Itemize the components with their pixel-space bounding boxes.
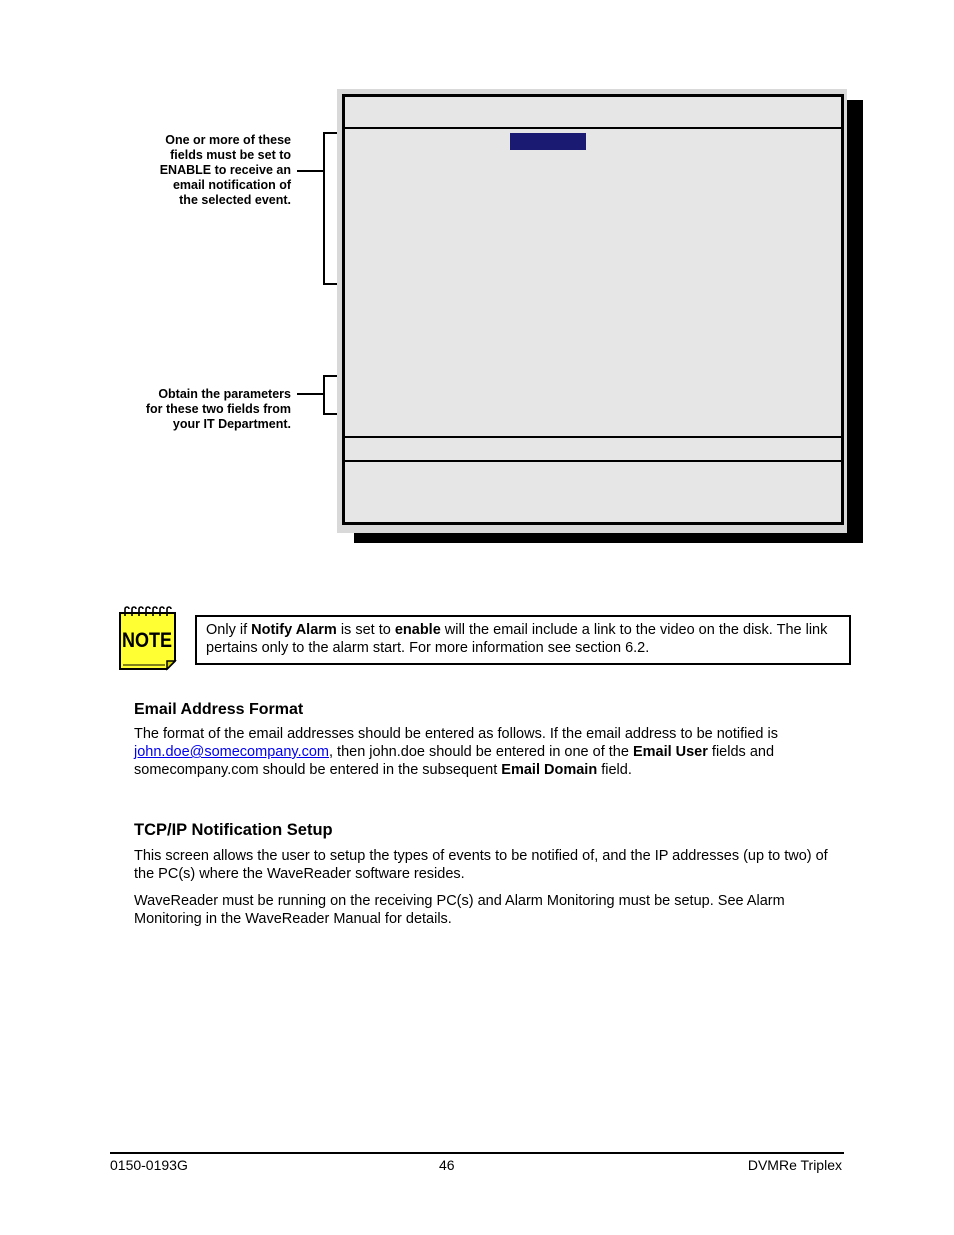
email-format-text-2: , then john.doe should be entered in one of the — [329, 744, 633, 760]
footer-doc-number: 0150-0193G — [110, 1157, 188, 1173]
note-bold-notify-alarm: Notify Alarm — [251, 622, 337, 638]
note-icon-label: NOTE — [122, 629, 172, 652]
menu-screenshot — [342, 94, 844, 525]
callout-it-fields: Obtain the parameters for these two fields from your IT Department. — [145, 387, 291, 431]
email-format-heading: Email Address Format — [134, 701, 304, 718]
note-icon — [117, 603, 179, 671]
email-example-link[interactable]: john.doe@somecompany.com — [134, 744, 329, 760]
tcp-paragraph-2: WaveReader must be running on the receiving PC(s) and Alarm Monitoring must be setup. See Alarm Monitoring in the WaveReader Manual for details. — [134, 893, 785, 927]
email-format-bold-domain: Email Domain — [501, 762, 598, 778]
note-bold-enable: enable — [394, 622, 441, 638]
footer-rule — [110, 1152, 844, 1154]
footer-product: DVMRe Triplex — [747, 1157, 842, 1173]
tcp-heading: TCP/IP Notification Setup — [134, 821, 333, 839]
note-text-1: Only if — [206, 622, 252, 638]
callout-it-leader — [297, 393, 324, 395]
email-format-paragraph — [134, 725, 844, 779]
footer-page-number: 46 — [439, 1157, 455, 1173]
email-format-text-1: The format of the email addresses should be entered as follows. If the email address to be notified is — [134, 726, 778, 742]
email-format-bold-user: Email User — [632, 744, 708, 760]
tcp-paragraph-1: This screen allows the user to setup the types of events to be notified of, and the IP addresses (up to two) of the PC(s) where the WaveReader software resides. — [134, 848, 828, 882]
note-box — [195, 615, 851, 665]
callout-enable-fields: One or more of these fields must be set to ENABLE to receive an email notification of the selected event. — [159, 133, 291, 207]
menu-title-divider — [345, 127, 841, 129]
menu-selected-field — [510, 133, 586, 150]
menu-footer-divider-1 — [345, 436, 841, 438]
menu-footer-divider-2 — [345, 460, 841, 462]
note-text-2: is set to — [336, 622, 395, 638]
note-text-3: will the email include a link to the video on the disk. The link pertains only to the alarm start. For more information see section 6.2. — [206, 622, 828, 656]
callout-enable-leader — [297, 170, 324, 172]
email-format-text-3: fields and somecompany.com should be entered in the subsequent — [134, 744, 775, 778]
email-format-text-4: field. — [597, 762, 632, 778]
